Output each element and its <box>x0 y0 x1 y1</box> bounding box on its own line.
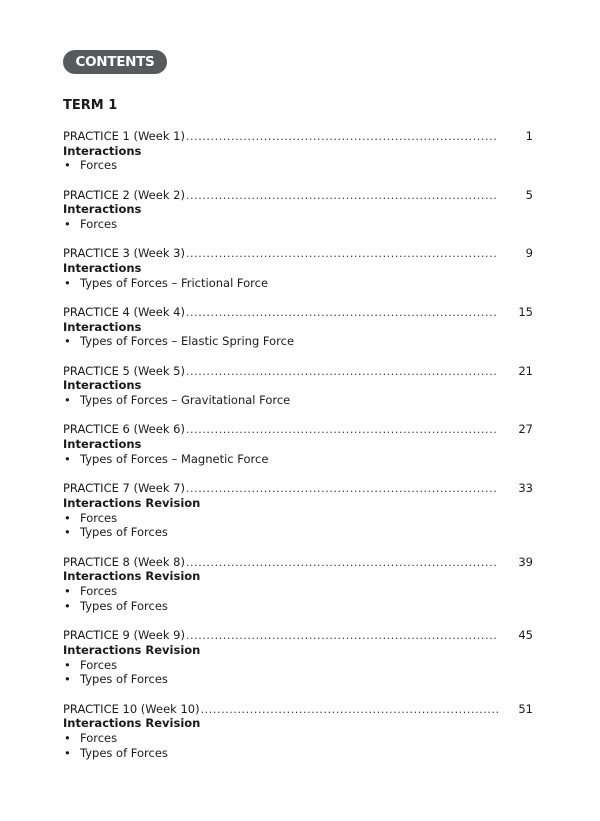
entry-title: PRACTICE 3 (Week 3) <box>63 246 185 261</box>
bullet-icon: • <box>64 217 71 232</box>
dot-leader <box>186 247 498 262</box>
toc-entry[interactable] <box>63 628 533 702</box>
bullet-icon: • <box>64 657 71 672</box>
topic-bullet: • Types of Forces – Elastic Spring Force <box>64 334 295 349</box>
toc-entry[interactable] <box>63 188 533 247</box>
topic-bullet: • Forces <box>64 584 118 598</box>
topic-bullet: • Types of Forces – Gravitational Force <box>64 393 291 408</box>
entry-title: PRACTICE 5 (Week 5) <box>63 363 185 378</box>
entry-title: PRACTICE 4 (Week 4) <box>63 305 185 320</box>
page-number: 1 <box>525 129 533 143</box>
bullet-icon: • <box>64 393 71 408</box>
entry-title: PRACTICE 1 (Week 1) <box>63 129 185 143</box>
toc-entry[interactable] <box>63 305 533 364</box>
topic-bullet: • Types of Forces <box>64 672 168 687</box>
page-number: 27 <box>518 422 533 437</box>
page-number: 21 <box>518 363 533 378</box>
toc-entry[interactable] <box>63 364 533 423</box>
dot-leader <box>186 365 498 380</box>
page-number: 15 <box>518 305 533 320</box>
page-number: 9 <box>525 246 533 261</box>
entry-title: PRACTICE 2 (Week 2) <box>63 187 185 202</box>
entry-subtitle: Interactions <box>63 319 142 334</box>
entry-title: PRACTICE 8 (Week 8) <box>63 554 185 569</box>
dot-leader <box>186 629 498 644</box>
bullet-icon: • <box>64 158 71 173</box>
bullet-icon: • <box>64 731 71 745</box>
topic-bullet: • Forces <box>64 217 118 232</box>
topic-bullet: • Forces <box>64 657 118 672</box>
toc-entry[interactable] <box>63 555 533 629</box>
topic-bullet: • Types of Forces – Magnetic Force <box>64 451 269 466</box>
page-number: 33 <box>518 481 533 496</box>
topic-bullet: • Types of Forces <box>64 525 168 540</box>
topic-bullet: • Types of Forces – Frictional Force <box>64 275 269 290</box>
bullet-icon: • <box>64 525 71 540</box>
entry-title: PRACTICE 6 (Week 6) <box>63 422 185 437</box>
topic-bullet: • Types of Forces <box>64 745 168 760</box>
entry-title: PRACTICE 7 (Week 7) <box>63 481 185 496</box>
bullet-icon: • <box>64 275 71 290</box>
bullet-icon: • <box>64 745 71 760</box>
topic-bullet: • Forces <box>64 158 118 173</box>
dot-leader <box>186 189 498 204</box>
contents-badge: CONTENTS <box>63 50 167 74</box>
dot-leader <box>186 556 498 571</box>
topic-bullet: • Types of Forces <box>64 598 168 613</box>
bullet-icon: • <box>64 672 71 687</box>
entry-subtitle: Interactions Revision <box>63 642 201 657</box>
toc-list <box>63 129 533 775</box>
page-number: 5 <box>525 187 533 202</box>
entry-title: PRACTICE 10 (Week 10) <box>63 701 200 716</box>
entry-subtitle: Interactions <box>63 202 142 217</box>
page-number: 45 <box>518 628 533 643</box>
bullet-icon: • <box>64 510 71 525</box>
toc-entry[interactable] <box>63 246 533 305</box>
dot-leader <box>186 423 498 438</box>
topic-bullet: • Forces <box>64 510 118 525</box>
dot-leader <box>186 130 498 145</box>
entry-subtitle: Interactions Revision <box>63 495 201 510</box>
entry-title: PRACTICE 9 (Week 9) <box>63 628 185 643</box>
bullet-icon: • <box>64 334 71 349</box>
entry-subtitle: Interactions <box>63 437 142 452</box>
toc-entry[interactable] <box>63 129 533 188</box>
dot-leader <box>186 306 498 321</box>
entry-subtitle: Interactions <box>63 143 142 158</box>
entry-subtitle: Interactions <box>63 261 142 276</box>
term-heading: TERM 1 <box>63 98 118 113</box>
bullet-icon: • <box>64 598 71 613</box>
toc-entry[interactable] <box>63 702 533 776</box>
dot-leader <box>201 703 498 718</box>
page-number: 39 <box>518 554 533 569</box>
toc-entry[interactable] <box>63 422 533 481</box>
bullet-icon: • <box>64 451 71 466</box>
page-number: 51 <box>518 701 533 716</box>
topic-bullet: • Forces <box>64 731 118 745</box>
bullet-icon: • <box>64 584 71 598</box>
entry-subtitle: Interactions Revision <box>63 716 201 731</box>
toc-entry[interactable] <box>63 481 533 555</box>
entry-subtitle: Interactions Revision <box>63 569 201 584</box>
entry-subtitle: Interactions <box>63 378 142 393</box>
dot-leader <box>186 482 498 497</box>
